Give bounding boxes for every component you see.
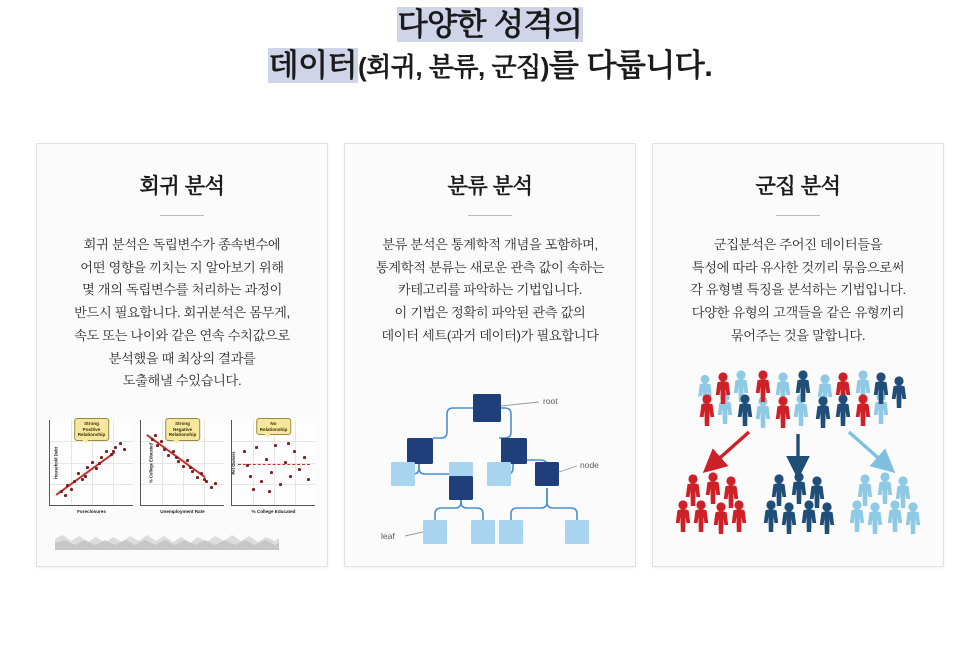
scatter-plot-positive <box>49 420 133 514</box>
callout-line: Relationship <box>259 426 288 432</box>
axis-label-x: % College Educated <box>251 509 296 514</box>
axis-label-y: Pet Owners <box>231 450 237 475</box>
tree-internal-node <box>501 438 527 464</box>
body-line: 도출해낼 수있습니다. <box>122 373 242 389</box>
callout-line: Relationship <box>77 432 106 438</box>
cluster-group-light <box>850 472 920 534</box>
body-line: 카테고리를 파악하는 기법입니다. <box>397 282 583 298</box>
title-line-1 <box>0 4 980 45</box>
card-regression-divider <box>160 215 204 216</box>
callout-line: Negative <box>172 426 193 432</box>
card-clustering <box>652 143 944 567</box>
tree-label-leaf: leaf <box>381 531 395 541</box>
card-regression-title: 회귀 분석 <box>139 175 225 198</box>
body-line: 몇 개의 독립변수를 처리하는 과정이 <box>81 282 283 298</box>
tree-leaf-node <box>471 520 495 544</box>
body-line: 군집분석은 주어진 데이터들을 <box>713 237 883 252</box>
regression-figure <box>37 420 327 550</box>
body-line: 어떤 영향을 끼치는 지 알아보기 위해 <box>80 259 284 275</box>
body-line: 각 유형별 특징을 분석하는 기법입니다. <box>690 282 906 298</box>
card-clustering-title: 군집 분석 <box>755 175 841 198</box>
cluster-arrow-light <box>849 432 885 464</box>
callout-strong-positive <box>74 418 110 441</box>
card-classification-divider <box>468 215 512 216</box>
title-keyword-data: 데이터 <box>268 48 357 84</box>
cluster-figure <box>653 366 943 556</box>
body-line: 이 기법은 정확히 파악된 관측 값의 <box>394 305 586 321</box>
body-line: 속도 또는 나이와 같은 연속 수치값으로 <box>74 327 290 343</box>
callout-strong-negative <box>165 418 201 441</box>
callout-line: Positive <box>82 426 101 432</box>
cluster-diagram <box>667 366 929 554</box>
axis-label-y: Household Debt <box>53 446 59 479</box>
decision-tree-figure <box>345 380 635 560</box>
body-line: 데이터 세트(과거 데이터)가 필요합니다 <box>381 327 599 343</box>
card-regression <box>36 143 328 567</box>
title-line-2 <box>0 45 980 86</box>
tree-node-highlight <box>535 462 559 486</box>
cluster-group-navy <box>764 472 834 534</box>
body-line: 분류 분석은 통계학적 개념을 포함하며, <box>382 237 598 252</box>
axis-label-x: Unemployment Rate <box>160 509 205 514</box>
tree-leaf-node <box>565 520 589 544</box>
body-line: 회귀 분석은 독립변수가 종속변수에 <box>83 237 281 252</box>
callout-line: Relationship <box>168 432 197 438</box>
axis-label-y: % College Educated <box>148 442 154 483</box>
page-title <box>0 4 980 86</box>
card-clustering-body <box>669 234 927 348</box>
card-classification-body <box>361 234 619 348</box>
tree-root-node <box>473 394 501 422</box>
card-row <box>36 143 944 567</box>
callout-line: Strong <box>175 421 190 426</box>
card-classification-title: 분류 분석 <box>447 175 533 198</box>
scatter-plot-none <box>231 420 315 514</box>
tree-leaf-node <box>391 462 415 486</box>
tree-label-node: node <box>580 460 599 470</box>
body-line: 특성에 따라 유사한 것끼리 묶음으로써 <box>691 259 905 275</box>
callout-line: No <box>270 421 277 426</box>
title-line-1-text: 다양한 성격의 <box>397 7 583 42</box>
title-line-2-tail: 를 다룹니다. <box>548 48 713 84</box>
cluster-group-red <box>676 472 746 534</box>
body-line: 다양한 유형의 고객들을 같은 유형끼리 <box>691 305 905 321</box>
scatter-plot-negative <box>140 420 224 514</box>
mixed-crowd <box>698 370 906 428</box>
card-regression-body <box>53 234 311 393</box>
body-line: 통계학적 분류는 새로운 관측 값이 속하는 <box>375 259 605 275</box>
body-line: 반드시 필요합니다. 회귀분석은 몸무게, <box>74 305 290 321</box>
card-clustering-divider <box>776 215 820 216</box>
body-line: 묶어주는 것을 말합니다. <box>730 327 866 343</box>
tree-internal-node <box>449 476 473 500</box>
callout-no-relationship <box>256 418 292 435</box>
card-classification <box>344 143 636 567</box>
scatter-plot-group <box>37 420 327 514</box>
torn-paper-edge <box>55 532 279 550</box>
decision-tree-diagram <box>365 380 615 558</box>
cluster-arrow-red <box>713 432 749 464</box>
title-paren-types: (회귀, 분류, 군집) <box>357 52 549 83</box>
axis-label-x: Foreclosures <box>77 509 106 514</box>
body-line: 분석했을 때 최상의 결과를 <box>108 350 256 366</box>
tree-leaf-node <box>499 520 523 544</box>
callout-line: Strong <box>84 421 99 426</box>
tree-label-root: root <box>543 396 558 406</box>
tree-leaf-node <box>487 462 511 486</box>
tree-internal-node <box>407 438 433 464</box>
tree-leaf-node <box>423 520 447 544</box>
